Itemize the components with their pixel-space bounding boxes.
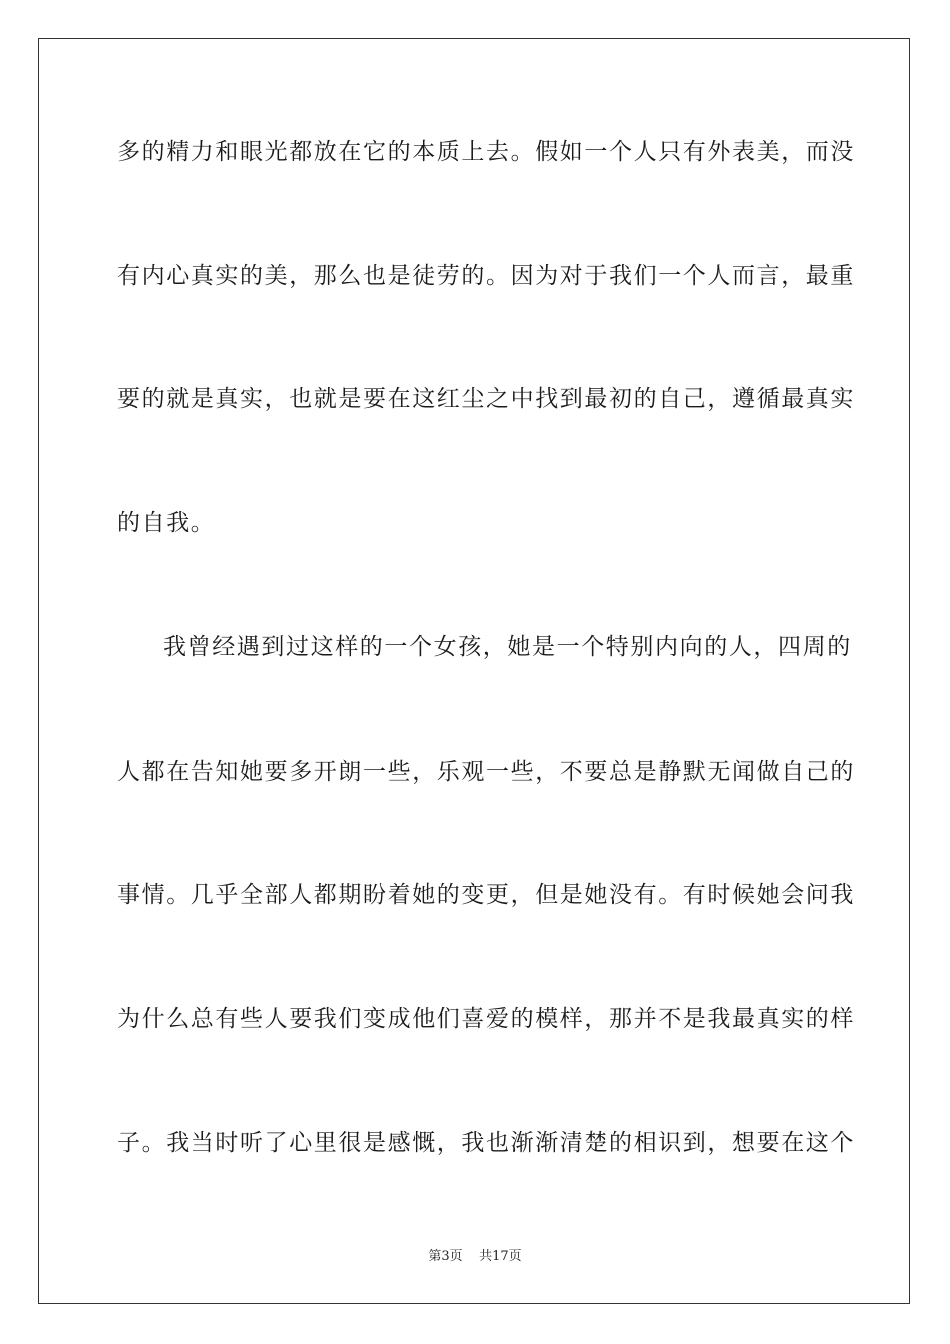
page-footer xyxy=(0,1248,950,1266)
text-line-6: 人都在告知她要多开朗一些，乐观一些，不要总是静默无闻做自己的 xyxy=(117,759,855,785)
text-line-3: 要的就是真实，也就是要在这红尘之中找到最初的自己，遵循最真实 xyxy=(117,386,855,412)
page-number: 第3页 xyxy=(428,1249,463,1264)
page-border xyxy=(38,38,910,1304)
text-line-7: 事情。几乎全部人都期盼着她的变更，但是她没有。有时候她会问我 xyxy=(117,882,855,908)
text-line-8: 为什么总有些人要我们变成他们喜爱的模样，那并不是我最真实的样 xyxy=(117,1006,855,1032)
text-line-9: 子。我当时听了心里很是感慨，我也渐渐清楚的相识到，想要在这个 xyxy=(117,1130,855,1156)
text-line-1: 多的精力和眼光都放在它的本质上去。假如一个人只有外表美，而没 xyxy=(117,139,855,165)
page-total: 共17页 xyxy=(479,1249,522,1264)
text-line-4: 的自我。 xyxy=(117,510,216,536)
text-line-2: 有内心真实的美，那么也是徒劳的。因为对于我们一个人而言，最重 xyxy=(117,263,855,289)
text-line-5-paragraph-start: 我曾经遇到过这样的一个女孩，她是一个特别内向的人，四周的 xyxy=(163,634,852,660)
